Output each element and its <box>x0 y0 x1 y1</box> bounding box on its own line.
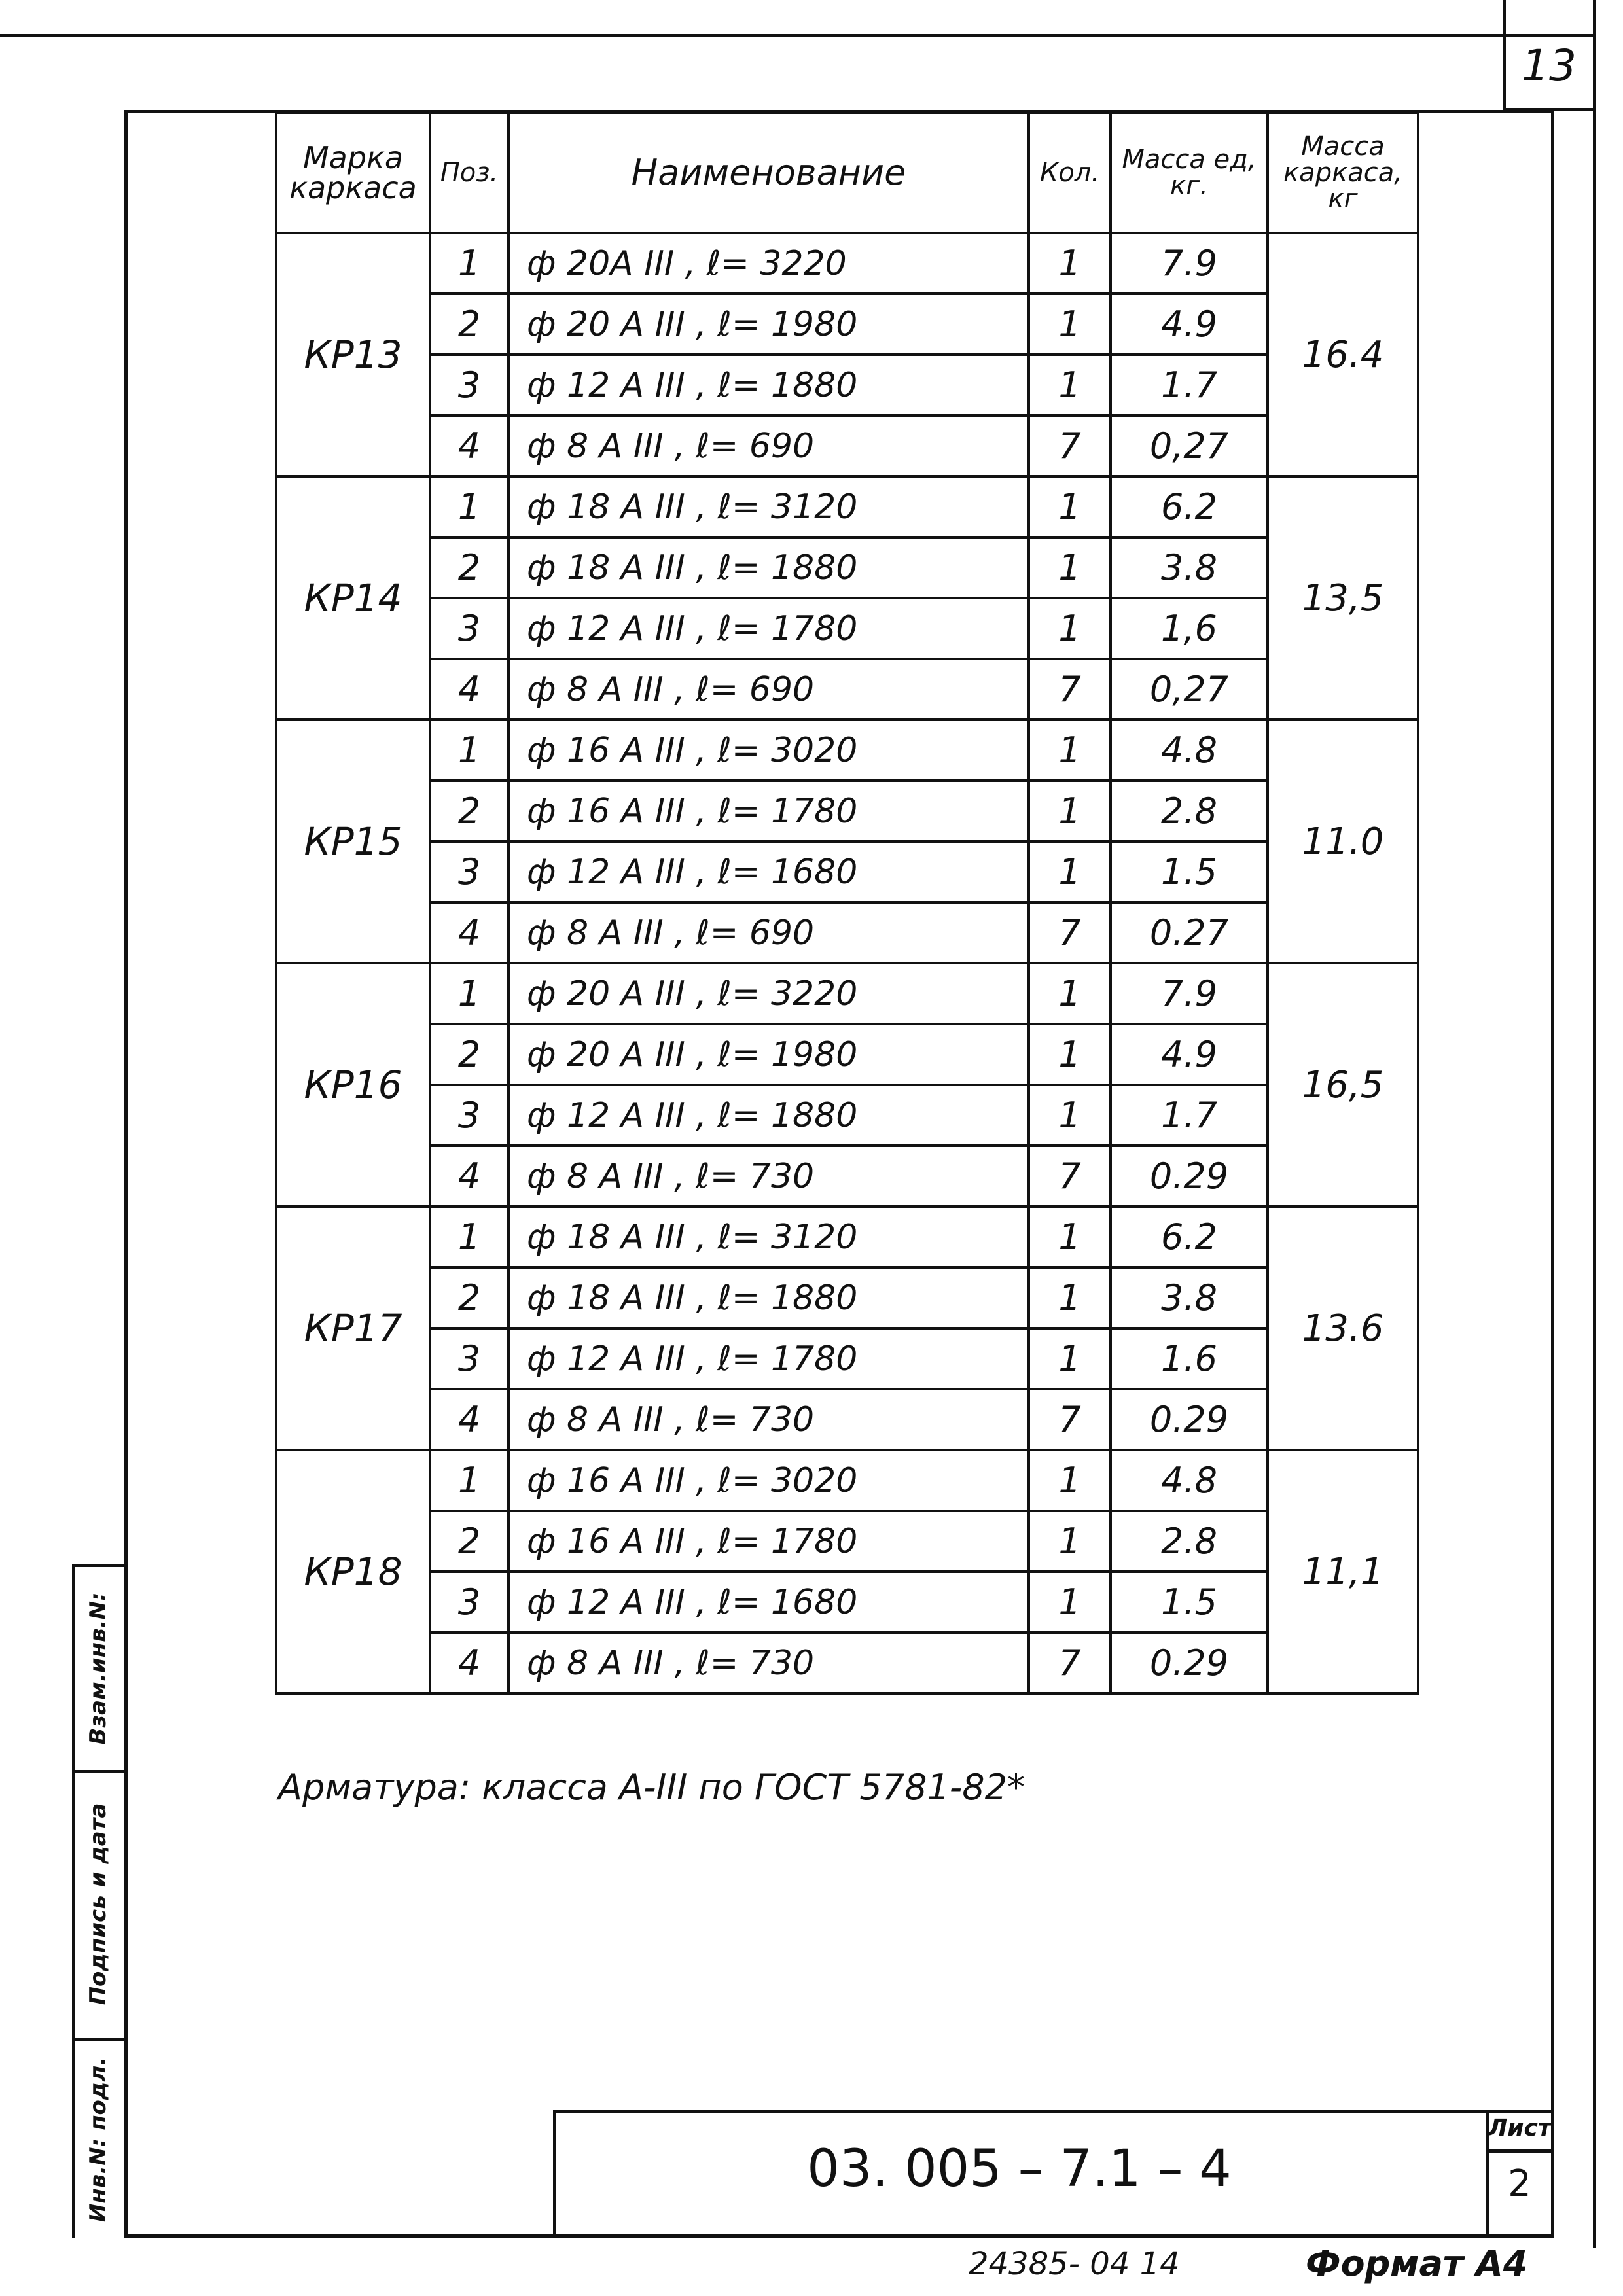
name-cell: ф 18 А III , ℓ= 1880 <box>508 537 1029 598</box>
table-header-row <box>276 113 1418 233</box>
position-cell: 4 <box>430 1633 508 1693</box>
position-cell: 2 <box>430 1267 508 1328</box>
header-name: Наименование <box>508 113 1029 233</box>
frame-mass-cell: 11,1 <box>1268 1450 1418 1693</box>
frame-mass-cell: 16,5 <box>1268 963 1418 1207</box>
position-cell: 3 <box>430 1085 508 1146</box>
name-cell: ф 18 А III , ℓ= 1880 <box>508 1267 1029 1328</box>
table-row <box>276 294 1418 355</box>
quantity-cell: 1 <box>1029 963 1111 1024</box>
table-row <box>276 902 1418 963</box>
reinforcement-spec-table <box>275 111 1419 1695</box>
table-row <box>276 1267 1418 1328</box>
frame-right <box>1551 110 1554 2238</box>
reinforcement-note: Арматура: класса А-III по ГОСТ 5781-82* <box>278 1767 1025 1808</box>
name-cell: ф 8 А III , ℓ= 690 <box>508 415 1029 476</box>
name-cell: ф 20 А III , ℓ= 1980 <box>508 1024 1029 1085</box>
name-cell: ф 12 А III , ℓ= 1880 <box>508 1085 1029 1146</box>
title-block-top <box>553 2110 1554 2113</box>
frame-mark-cell: КР13 <box>276 233 430 476</box>
name-cell: ф 8 А III , ℓ= 730 <box>508 1633 1029 1693</box>
table-row <box>276 781 1418 841</box>
unit-mass-cell: 1.6 <box>1111 1328 1268 1389</box>
frame-mass-cell: 13.6 <box>1268 1207 1418 1450</box>
sheet-label: Лист <box>1488 2115 1552 2142</box>
paper-format: Формат А4 <box>1306 2243 1528 2284</box>
frame-mass-cell: 11.0 <box>1268 720 1418 963</box>
position-cell: 3 <box>430 598 508 659</box>
quantity-cell: 7 <box>1029 1633 1111 1693</box>
name-cell: ф 8 А III , ℓ= 730 <box>508 1146 1029 1207</box>
archive-number: 24385- 04 14 <box>969 2246 1180 2282</box>
position-cell: 1 <box>430 476 508 537</box>
position-cell: 4 <box>430 415 508 476</box>
document-designation: 03. 005 – 7.1 – 4 <box>807 2140 1232 2199</box>
name-cell: ф 16 А III , ℓ= 1780 <box>508 1511 1029 1572</box>
unit-mass-cell: 2.8 <box>1111 781 1268 841</box>
frame-mark-cell: КР15 <box>276 720 430 963</box>
name-cell: ф 20А III , ℓ= 3220 <box>508 233 1029 294</box>
quantity-cell: 7 <box>1029 902 1111 963</box>
unit-mass-cell: 7.9 <box>1111 963 1268 1024</box>
table-row <box>276 355 1418 415</box>
frame-mass-cell: 13,5 <box>1268 476 1418 720</box>
position-cell: 3 <box>430 355 508 415</box>
position-cell: 4 <box>430 659 508 720</box>
name-cell: ф 16 А III , ℓ= 3020 <box>508 720 1029 781</box>
table-row <box>276 720 1418 781</box>
position-cell: 2 <box>430 294 508 355</box>
quantity-cell: 1 <box>1029 1572 1111 1633</box>
header-quantity: Кол. <box>1029 113 1111 233</box>
table-row <box>276 537 1418 598</box>
position-cell: 1 <box>430 963 508 1024</box>
frame-mark-cell: КР14 <box>276 476 430 720</box>
unit-mass-cell: 4.9 <box>1111 1024 1268 1085</box>
table-row <box>276 1085 1418 1146</box>
quantity-cell: 1 <box>1029 1024 1111 1085</box>
label-replacement-inventory: Взам.инв.N: <box>85 1592 111 1745</box>
position-cell: 1 <box>430 720 508 781</box>
frame-mark-cell: КР18 <box>276 1450 430 1693</box>
quantity-cell: 1 <box>1029 598 1111 659</box>
unit-mass-cell: 0.27 <box>1111 902 1268 963</box>
top-border <box>0 34 1596 37</box>
name-cell: ф 18 А III , ℓ= 3120 <box>508 476 1029 537</box>
position-cell: 3 <box>430 841 508 902</box>
quantity-cell: 1 <box>1029 294 1111 355</box>
position-cell: 1 <box>430 1450 508 1511</box>
table-row <box>276 963 1418 1024</box>
name-cell: ф 12 А III , ℓ= 1780 <box>508 598 1029 659</box>
label-original-inventory: Инв.N: подл. <box>85 2057 111 2223</box>
name-cell: ф 12 А III , ℓ= 1680 <box>508 1572 1029 1633</box>
position-cell: 3 <box>430 1328 508 1389</box>
quantity-cell: 1 <box>1029 355 1111 415</box>
quantity-cell: 1 <box>1029 1511 1111 1572</box>
table-row <box>276 476 1418 537</box>
unit-mass-cell: 6.2 <box>1111 476 1268 537</box>
header-position: Поз. <box>430 113 508 233</box>
quantity-cell: 1 <box>1029 781 1111 841</box>
name-cell: ф 16 А III , ℓ= 1780 <box>508 781 1029 841</box>
unit-mass-cell: 6.2 <box>1111 1207 1268 1267</box>
position-cell: 4 <box>430 902 508 963</box>
name-cell: ф 8 А III , ℓ= 690 <box>508 902 1029 963</box>
unit-mass-cell: 0.29 <box>1111 1633 1268 1693</box>
quantity-cell: 7 <box>1029 1389 1111 1450</box>
name-cell: ф 12 А III , ℓ= 1880 <box>508 355 1029 415</box>
name-cell: ф 18 А III , ℓ= 3120 <box>508 1207 1029 1267</box>
unit-mass-cell: 1,6 <box>1111 598 1268 659</box>
quantity-cell: 1 <box>1029 720 1111 781</box>
position-cell: 1 <box>430 233 508 294</box>
unit-mass-cell: 0,27 <box>1111 659 1268 720</box>
table-row <box>276 1450 1418 1511</box>
quantity-cell: 1 <box>1029 1085 1111 1146</box>
page-number: 13 <box>1522 41 1577 91</box>
quantity-cell: 1 <box>1029 537 1111 598</box>
header-frame-mark: Марка каркаса <box>276 113 430 233</box>
quantity-cell: 1 <box>1029 476 1111 537</box>
table-row <box>276 1207 1418 1267</box>
sheet-number: 2 <box>1508 2163 1531 2205</box>
table-row <box>276 598 1418 659</box>
right-border <box>1593 0 1596 2248</box>
position-cell: 4 <box>430 1389 508 1450</box>
unit-mass-cell: 0,27 <box>1111 415 1268 476</box>
unit-mass-cell: 0.29 <box>1111 1146 1268 1207</box>
unit-mass-cell: 3.8 <box>1111 537 1268 598</box>
quantity-cell: 1 <box>1029 1207 1111 1267</box>
name-cell: ф 20 А III , ℓ= 1980 <box>508 294 1029 355</box>
table-row <box>276 841 1418 902</box>
header-unit-mass: Масса ед, кг. <box>1111 113 1268 233</box>
frame-bottom <box>124 2234 1554 2238</box>
table-row <box>276 415 1418 476</box>
quantity-cell: 1 <box>1029 1328 1111 1389</box>
name-cell: ф 12 А III , ℓ= 1780 <box>508 1328 1029 1389</box>
unit-mass-cell: 3.8 <box>1111 1267 1268 1328</box>
quantity-cell: 1 <box>1029 841 1111 902</box>
position-cell: 1 <box>430 1207 508 1267</box>
table-row <box>276 1389 1418 1450</box>
unit-mass-cell: 1.5 <box>1111 1572 1268 1633</box>
quantity-cell: 1 <box>1029 1450 1111 1511</box>
quantity-cell: 7 <box>1029 659 1111 720</box>
unit-mass-cell: 4.8 <box>1111 1450 1268 1511</box>
unit-mass-cell: 1.7 <box>1111 355 1268 415</box>
unit-mass-cell: 7.9 <box>1111 233 1268 294</box>
table-row <box>276 1024 1418 1085</box>
frame-mass-cell: 16.4 <box>1268 233 1418 476</box>
table-row <box>276 1572 1418 1633</box>
title-block-sheet-split <box>1486 2149 1554 2153</box>
unit-mass-cell: 4.9 <box>1111 294 1268 355</box>
table-row <box>276 233 1418 294</box>
position-cell: 2 <box>430 537 508 598</box>
unit-mass-cell: 1.5 <box>1111 841 1268 902</box>
position-cell: 2 <box>430 1024 508 1085</box>
position-cell: 2 <box>430 781 508 841</box>
frame-left <box>124 110 128 2238</box>
name-cell: ф 8 А III , ℓ= 730 <box>508 1389 1029 1450</box>
table-row <box>276 1328 1418 1389</box>
unit-mass-cell: 4.8 <box>1111 720 1268 781</box>
unit-mass-cell: 0.29 <box>1111 1389 1268 1450</box>
table-row <box>276 1146 1418 1207</box>
name-cell: ф 12 А III , ℓ= 1680 <box>508 841 1029 902</box>
table-row <box>276 1511 1418 1572</box>
name-cell: ф 8 А III , ℓ= 690 <box>508 659 1029 720</box>
header-frame-mass: Масса каркаса, кг <box>1268 113 1418 233</box>
name-cell: ф 20 А III , ℓ= 3220 <box>508 963 1029 1024</box>
quantity-cell: 7 <box>1029 415 1111 476</box>
position-cell: 2 <box>430 1511 508 1572</box>
unit-mass-cell: 1.7 <box>1111 1085 1268 1146</box>
position-cell: 3 <box>430 1572 508 1633</box>
name-cell: ф 16 А III , ℓ= 3020 <box>508 1450 1029 1511</box>
table-row <box>276 659 1418 720</box>
quantity-cell: 7 <box>1029 1146 1111 1207</box>
table-row <box>276 1633 1418 1693</box>
frame-mark-cell: КР16 <box>276 963 430 1207</box>
side-strip-left <box>72 1564 75 2238</box>
position-cell: 4 <box>430 1146 508 1207</box>
quantity-cell: 1 <box>1029 1267 1111 1328</box>
label-signature-date: Подпись и дата <box>85 1803 111 2005</box>
unit-mass-cell: 2.8 <box>1111 1511 1268 1572</box>
quantity-cell: 1 <box>1029 233 1111 294</box>
frame-mark-cell: КР17 <box>276 1207 430 1450</box>
